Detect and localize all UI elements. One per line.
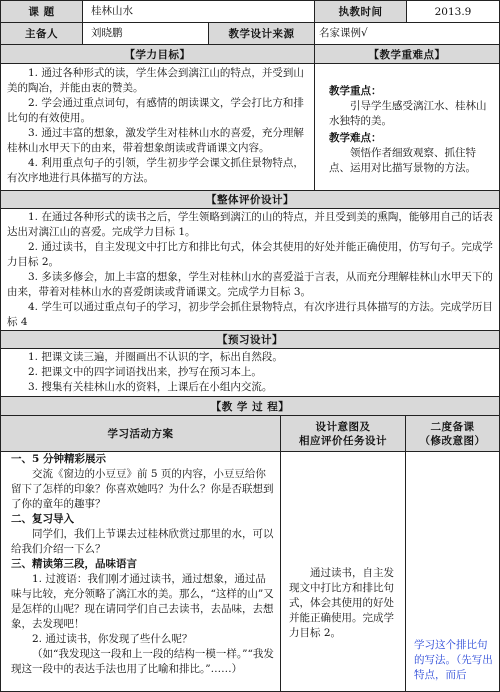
focus-label: 教学重点： [329, 85, 382, 97]
preview-title: 【预习设计】 [1, 331, 499, 349]
goals-title-row [1, 45, 499, 64]
design-intent-header [281, 416, 406, 451]
process-header-row [1, 416, 499, 452]
evaluation-item: 2. 通过读书，自主发现文中打比方和排比句式，体会其使用的好处并能正确使用，仿写句子。完成学力目标 2。 [7, 241, 493, 268]
source-value: 名家课例√ [319, 27, 368, 39]
difficulty-label: 教学难点： [329, 132, 382, 144]
keypoints-title: 【教学重难点】 [315, 45, 499, 63]
preview-item: 2. 把课文中的四字词语找出来，抄写在预习本上。 [28, 366, 262, 378]
revision-header-line2: （修改意图） [419, 434, 486, 447]
goal-item: 4. 利用重点句子的引领，学生初步学会课文抓住景物特点，有次序地进行具体描写的方法。 [7, 157, 304, 184]
section-2-title: 二、复习导入 [11, 513, 74, 525]
design-intent-header-line1: 设计意图及 [315, 420, 371, 433]
author-label: 主备人 [1, 23, 83, 44]
section-3-para-2: 2. 通过读书，你发现了些什么呢？ [32, 633, 193, 645]
author-row [1, 23, 499, 45]
activity-plan [1, 452, 281, 691]
time-value: 2013.9 [434, 5, 472, 18]
section-3-para-3: （如“我发现这一段和上一段的结构一模一样。”“我发现这一段中的表达手法也用了比喻和排比。”……） [11, 648, 274, 675]
design-intent [281, 452, 406, 691]
evaluation-item: 4. 学生可以通过重点句子的学习，初步学会抓住景物特点，有次序进行具体描写的方法。完成学历目标 4 [7, 301, 493, 328]
revision-header [406, 416, 499, 451]
goal-item: 1. 通过各种形式的读，学生体会到漓江山的特点，并受到山美的陶冶，并能由衷的赞美。 [7, 67, 304, 94]
design-intent-note: 通过读书，自主发现文中打比方和排比句式，体会其使用的好处并能正确使用。完成学力目标 2。 [289, 567, 394, 639]
preview-item: 3. 搜集有关桂林山水的资料，上课后在小组内交流。 [28, 381, 273, 393]
evaluation-title: 【整体评价设计】 [1, 191, 499, 209]
difficulty-text: 领悟作者细致观察、抓住特点、运用对比描写景物的方法。 [329, 147, 476, 174]
goals-title: 【学力目标】 [1, 45, 315, 63]
revision-note: 学习这个排比句的写法。（先写出特点，而后 [414, 639, 493, 681]
goals-list [1, 64, 315, 190]
evaluation-item: 3. 多读多修会，加上丰富的想象，学生对桂林山水的喜爱溢于言表，从而充分理解桂林山水甲天下的由来，带着对桂林山水的喜爱朗读或背诵课文。完成学力目标 3。 [7, 271, 493, 298]
topic-value: 桂林山水 [83, 1, 315, 22]
goal-item: 2. 学会通过重点词句，有感情的朗读课文，学会打比方和排比句的有效使用。 [7, 97, 304, 124]
preview-list [1, 349, 499, 397]
topic-row [1, 1, 499, 23]
section-1-text: 交流《窗边的小豆豆》前 5 页的内容，小豆豆给你留下了怎样的印象？你喜欢她吗？为什么？你是否联想到了你的童年的趣事？ [11, 468, 274, 510]
section-3-title: 三、精读第三段，品味语言 [11, 558, 137, 570]
evaluation-item: 1. 在通过各种形式的读书之后，学生领略到漓江的山的特点，并且受到美的熏陶，能够用自己的话表达出对漓江山的喜爱。完成学力目标 1。 [7, 211, 493, 238]
preview-item: 1. 把课文读三遍，并圈画出不认识的字，标出自然段。 [28, 351, 283, 363]
section-2-text: 同学们，我们上节课去过桂林欣赏过那里的水，可以给我们介绍一下么？ [11, 528, 274, 555]
process-content-row [1, 452, 499, 691]
author-value: 刘晓鹏 [83, 23, 209, 44]
focus-text: 引导学生感受漓江水、桂林山水独特的美。 [329, 100, 487, 127]
process-title: 【教 学 过 程】 [1, 397, 499, 416]
goal-item: 3. 通过丰富的想象，激发学生对桂林山水的喜爱，充分理解桂林山水甲天下的由来，带着想象朗读或背诵课文内容。 [7, 127, 304, 154]
design-intent-header-line2: 相应评价任务设计 [299, 434, 387, 447]
topic-label: 课 题 [1, 1, 83, 22]
section-1-title: 一、5 分钟精彩展示 [11, 453, 106, 465]
activity-plan-header: 学习活动方案 [1, 416, 281, 451]
revision-header-line1: 二度备课 [430, 420, 475, 433]
goals-row [1, 64, 499, 191]
evaluation-list [1, 209, 499, 331]
revision-notes [406, 452, 499, 691]
time-label: 执教时间 [315, 1, 407, 22]
section-3-para-1: 1. 过渡语：我们刚才通过读书，通过想象，通过品味与比较，充分领略了漓江水的美。那么，“这样的山”又是怎样的山呢？现在请同学们自己去读书，去品味，去想象，去发现吧！ [11, 573, 274, 630]
keypoints-content [315, 64, 499, 190]
source-label: 教学设计来源 [209, 23, 315, 44]
